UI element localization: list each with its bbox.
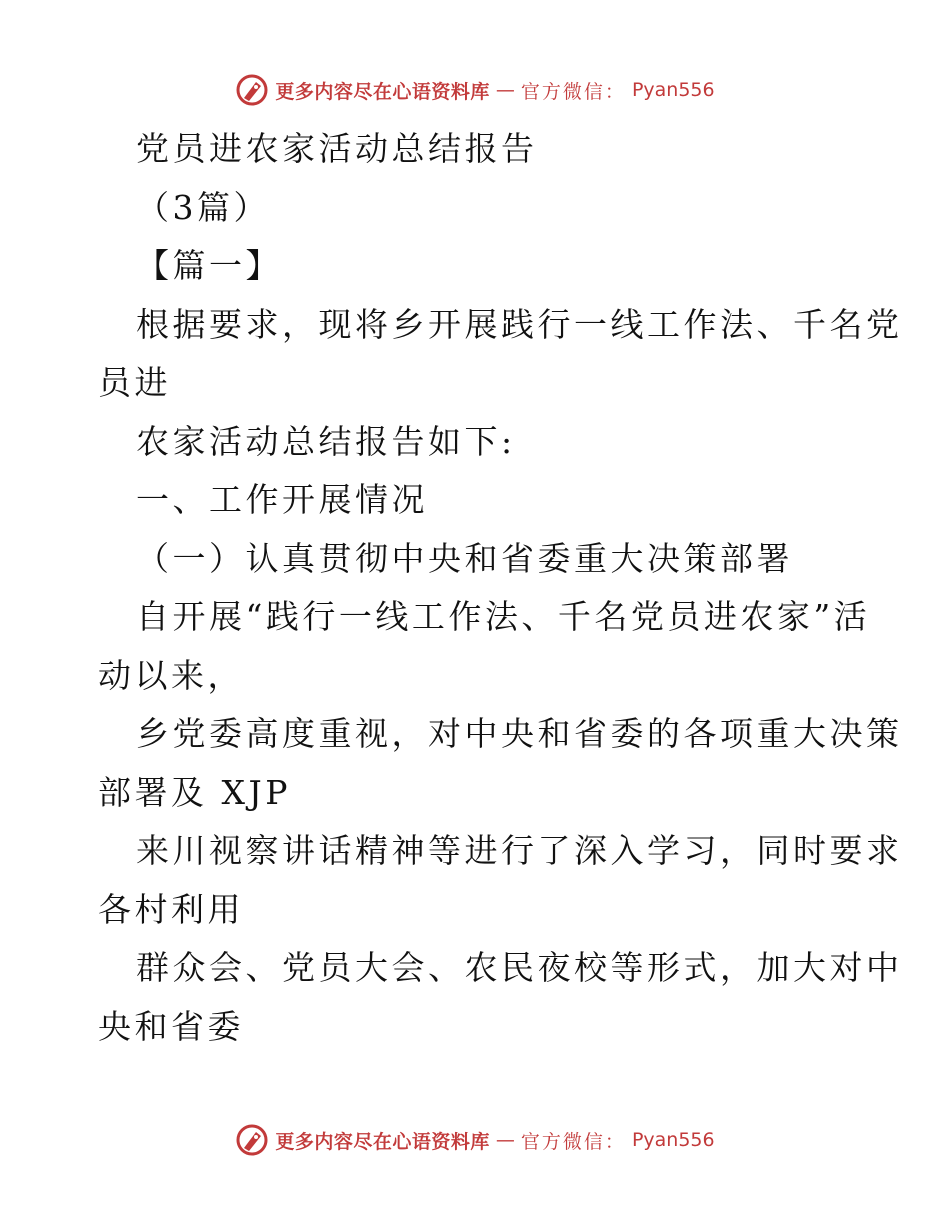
- banner-separator: —: [495, 1129, 515, 1151]
- pen-nib-logo-icon: [235, 73, 269, 107]
- document-subtitle: （3篇）: [136, 187, 270, 227]
- footer-banner: [0, 1120, 950, 1160]
- banner-wechat-label: 官方微信：: [520, 80, 626, 103]
- paragraph-line: 群众会、党员大会、农民夜校等形式，加大对中: [136, 948, 903, 987]
- banner-main-text: 更多内容尽在心语资料库: [275, 80, 490, 103]
- pen-nib-logo-icon: [235, 1123, 269, 1157]
- paragraph-line: 员进: [98, 363, 171, 402]
- subsection-heading: 一、工作开展情况: [136, 480, 428, 519]
- paragraph-line: 乡党委高度重视，对中央和省委的各项重大决策: [136, 714, 903, 753]
- section-heading: 【篇一】: [136, 246, 282, 285]
- banner-main-text: 更多内容尽在心语资料库: [275, 1130, 490, 1153]
- document-body: [98, 120, 903, 1056]
- paragraph-line: 来川视察讲话精神等进行了深入学习，同时要求: [136, 831, 903, 870]
- subsection-heading: （一）认真贯彻中央和省委重大决策部署: [136, 538, 793, 578]
- header-banner: [0, 70, 950, 110]
- paragraph-line: 根据要求，现将乡开展践行一线工作法、千名党: [136, 304, 903, 344]
- paragraph-line: 动以来，: [98, 655, 244, 695]
- paragraph-line: 央和省委: [98, 1006, 244, 1046]
- document-title: 党员进农家活动总结报告: [136, 129, 538, 168]
- banner-wechat-label: 官方微信：: [520, 1130, 626, 1153]
- paragraph-line: 部署及 XJP: [98, 772, 291, 812]
- paragraph-line: 各村利用: [98, 889, 244, 929]
- paragraph-line: 农家活动总结报告如下:: [136, 421, 516, 461]
- banner-wechat-id: Pyan556: [631, 79, 715, 101]
- banner-wechat-id: Pyan556: [631, 1129, 715, 1151]
- paragraph-line: 自开展“践行一线工作法、千名党员进农家”活: [136, 597, 871, 636]
- banner-separator: —: [495, 79, 515, 101]
